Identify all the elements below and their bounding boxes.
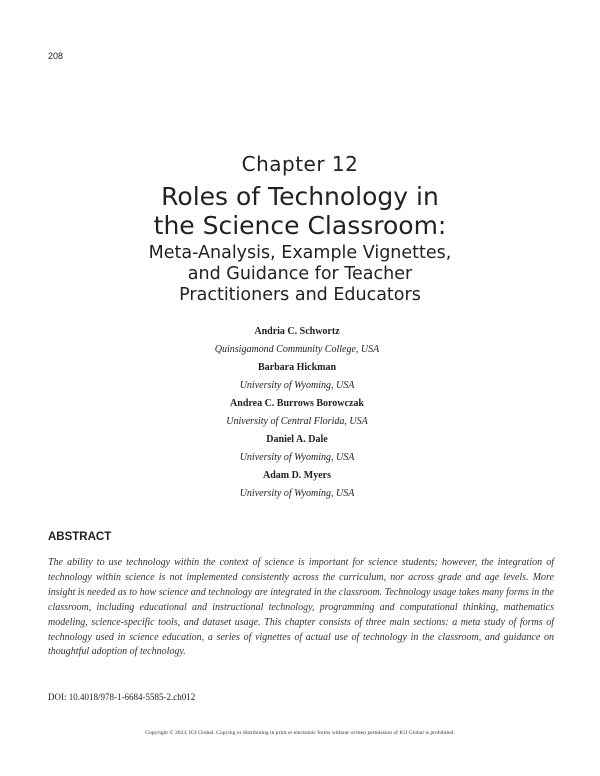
- author-name: Daniel A. Dale: [266, 434, 328, 445]
- author-affiliation: University of Central Florida, USA: [226, 416, 368, 427]
- author-list: [0, 323, 594, 503]
- author-name: Andrea C. Burrows Borowczak: [230, 398, 364, 409]
- copyright-notice: Copyright © 2023, IGI Global. Copying or distributing in print or electronic forms without written permission of IGI Global is prohibited.: [145, 730, 455, 736]
- title-line: the Science Classroom:: [153, 211, 447, 240]
- author-affiliation: Quinsigamond Community College, USA: [214, 344, 380, 355]
- subtitle-line: and Guidance for Teacher: [187, 264, 413, 284]
- subtitle-line: Meta-Analysis, Example Vignettes,: [148, 243, 452, 263]
- author-affiliation: University of Wyoming, USA: [239, 380, 355, 391]
- author: [0, 395, 594, 431]
- doi: DOI: 10.4018/978-1-6684-5585-2.ch012: [48, 692, 196, 702]
- author: [0, 323, 594, 359]
- abstract-heading: ABSTRACT: [48, 531, 112, 543]
- chapter-subtitle: [0, 243, 600, 306]
- abstract-text: The ability to use technology within the context of science is important for science students; however, the integration of technology within science is not implemented consistently across the curriculum, nor across grade and age levels. More insight is needed as to how science and technology are integrated in the classroom. Technology usage takes many forms in the classroom, including educational and instructional technology, programming and computational thinking, mathematics modeling, science-specific tools, and dataset usage. This chapter consists of three main sections: a meta study of forms of technology used in science education, a series of vignettes of actual use of technology in the classroom, and guidance on thoughtful adoption of technology.: [48, 557, 554, 658]
- author-affiliation: University of Wyoming, USA: [239, 452, 355, 463]
- author-name: Adam D. Myers: [262, 470, 332, 481]
- page-number: 208: [48, 51, 64, 61]
- author-name: Barbara Hickman: [257, 362, 337, 373]
- author: [0, 359, 594, 395]
- title-line: Roles of Technology in: [161, 182, 439, 211]
- subtitle-line: Practitioners and Educators: [179, 285, 421, 305]
- chapter-label: Chapter 12: [241, 152, 359, 176]
- author-affiliation: University of Wyoming, USA: [239, 488, 355, 499]
- author: [0, 431, 594, 467]
- author: [0, 467, 594, 503]
- chapter-title: [0, 182, 600, 240]
- author-name: Andria C. Schwortz: [254, 326, 340, 337]
